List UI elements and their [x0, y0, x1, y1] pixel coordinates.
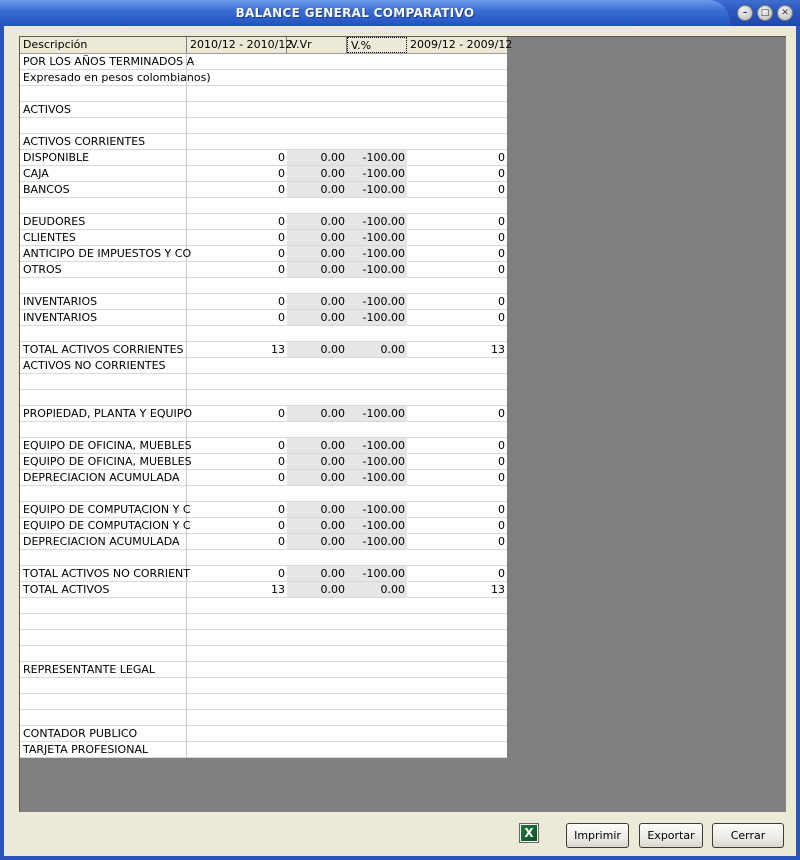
- period-2010-cell[interactable]: [187, 326, 287, 341]
- v-vr-cell[interactable]: [287, 694, 347, 709]
- period-2010-cell[interactable]: [187, 710, 287, 725]
- period-2010-cell[interactable]: [187, 102, 287, 117]
- v-vr-cell[interactable]: [287, 614, 347, 629]
- description-cell[interactable]: ACTIVOS CORRIENTES: [20, 134, 187, 149]
- v-pct-cell[interactable]: -100.00: [347, 534, 407, 549]
- v-pct-cell[interactable]: [347, 326, 407, 341]
- v-pct-cell[interactable]: -100.00: [347, 310, 407, 325]
- period-2009-cell[interactable]: 0: [498, 215, 505, 228]
- period-2010-cell[interactable]: [187, 598, 287, 613]
- description-cell[interactable]: [20, 630, 187, 645]
- v-pct-cell[interactable]: -100.00: [347, 518, 407, 533]
- period-2009-cell[interactable]: 13: [491, 583, 505, 596]
- v-vr-cell[interactable]: 0.00: [287, 566, 347, 581]
- period-2010-cell[interactable]: 0: [278, 151, 285, 164]
- v-pct-cell[interactable]: -100.00: [347, 230, 407, 245]
- period-2010-cell[interactable]: 0: [278, 455, 285, 468]
- period-2009-cell[interactable]: [407, 102, 507, 117]
- period-2010-cell[interactable]: 0: [278, 231, 285, 244]
- v-pct-cell[interactable]: [347, 86, 407, 101]
- v-vr-cell[interactable]: 0.00: [287, 406, 347, 421]
- v-vr-cell[interactable]: 0.00: [287, 294, 347, 309]
- v-vr-cell[interactable]: 0.00: [287, 534, 347, 549]
- v-vr-cell[interactable]: 0.00: [287, 582, 347, 597]
- period-2010-cell[interactable]: 0: [278, 295, 285, 308]
- table-row[interactable]: [20, 118, 507, 134]
- description-cell[interactable]: TOTAL ACTIVOS CORRIENTES: [20, 342, 187, 357]
- v-pct-cell[interactable]: [347, 374, 407, 389]
- v-pct-cell[interactable]: [347, 598, 407, 613]
- period-2009-cell[interactable]: [407, 86, 507, 101]
- header-v-vr[interactable]: V.Vr: [287, 37, 347, 53]
- v-vr-cell[interactable]: 0.00: [287, 518, 347, 533]
- v-vr-cell[interactable]: [287, 134, 347, 149]
- v-pct-cell[interactable]: -100.00: [347, 294, 407, 309]
- v-vr-cell[interactable]: [287, 70, 347, 85]
- header-v-pct[interactable]: V.%: [347, 37, 407, 53]
- header-period-2009[interactable]: 2009/12 - 2009/12: [410, 38, 513, 51]
- v-vr-cell[interactable]: 0.00: [287, 182, 347, 197]
- period-2009-cell[interactable]: 0: [498, 503, 505, 516]
- period-2010-cell[interactable]: [187, 134, 287, 149]
- v-pct-cell[interactable]: -100.00: [347, 214, 407, 229]
- close-button[interactable]: Cerrar: [712, 823, 784, 848]
- period-2010-cell[interactable]: 0: [278, 439, 285, 452]
- v-vr-cell[interactable]: 0.00: [287, 310, 347, 325]
- v-pct-cell[interactable]: -100.00: [347, 470, 407, 485]
- description-cell[interactable]: [20, 694, 187, 709]
- v-vr-cell[interactable]: [287, 390, 347, 405]
- v-vr-cell[interactable]: 0.00: [287, 342, 347, 357]
- description-cell[interactable]: BANCOS: [20, 182, 187, 197]
- description-cell[interactable]: REPRESENTANTE LEGAL: [20, 662, 187, 677]
- table-row[interactable]: [20, 278, 507, 294]
- table-row[interactable]: [20, 614, 507, 630]
- description-cell[interactable]: EQUIPO DE OFICINA, MUEBLES: [20, 454, 187, 469]
- v-pct-cell[interactable]: [347, 614, 407, 629]
- period-2009-cell[interactable]: [407, 358, 507, 373]
- table-row[interactable]: [20, 598, 507, 614]
- v-pct-cell[interactable]: -100.00: [347, 454, 407, 469]
- v-pct-cell[interactable]: -100.00: [347, 438, 407, 453]
- period-2009-cell[interactable]: [407, 614, 507, 629]
- table-row[interactable]: [20, 262, 507, 278]
- table-row[interactable]: [20, 438, 507, 454]
- table-row[interactable]: [20, 518, 507, 534]
- table-row[interactable]: [20, 646, 507, 662]
- period-2010-cell[interactable]: [187, 358, 287, 373]
- description-cell[interactable]: [20, 422, 187, 437]
- table-row[interactable]: [20, 678, 507, 694]
- period-2009-cell[interactable]: [407, 710, 507, 725]
- period-2009-cell[interactable]: 0: [498, 455, 505, 468]
- v-pct-cell[interactable]: [347, 726, 407, 741]
- period-2010-cell[interactable]: [187, 662, 287, 677]
- description-cell[interactable]: OTROS: [20, 262, 187, 277]
- description-cell[interactable]: TARJETA PROFESIONAL: [20, 742, 187, 757]
- v-pct-cell[interactable]: [347, 118, 407, 133]
- table-row[interactable]: [20, 358, 507, 374]
- period-2010-cell[interactable]: [187, 198, 287, 213]
- v-pct-cell[interactable]: [347, 54, 407, 69]
- v-pct-cell[interactable]: -100.00: [347, 182, 407, 197]
- v-vr-cell[interactable]: 0.00: [287, 214, 347, 229]
- v-vr-cell[interactable]: 0.00: [287, 454, 347, 469]
- period-2009-cell[interactable]: 0: [498, 151, 505, 164]
- v-pct-cell[interactable]: [347, 390, 407, 405]
- period-2009-cell[interactable]: [407, 742, 507, 757]
- period-2009-cell[interactable]: [407, 118, 507, 133]
- table-row[interactable]: [20, 326, 507, 342]
- v-pct-cell[interactable]: [347, 278, 407, 293]
- description-cell[interactable]: [20, 598, 187, 613]
- period-2009-cell[interactable]: 0: [498, 519, 505, 532]
- description-cell[interactable]: [20, 278, 187, 293]
- grid-header: [20, 37, 513, 54]
- v-pct-cell[interactable]: [347, 358, 407, 373]
- period-2009-cell[interactable]: [407, 70, 507, 85]
- period-2009-cell[interactable]: 0: [498, 567, 505, 580]
- period-2009-cell[interactable]: [407, 486, 507, 501]
- table-row[interactable]: [20, 102, 507, 118]
- table-row[interactable]: [20, 230, 507, 246]
- period-2009-cell[interactable]: 0: [498, 407, 505, 420]
- period-2009-cell[interactable]: [407, 598, 507, 613]
- v-vr-cell[interactable]: [287, 678, 347, 693]
- description-cell[interactable]: INVENTARIOS: [20, 310, 187, 325]
- table-row[interactable]: [20, 310, 507, 326]
- period-2009-cell[interactable]: [407, 550, 507, 565]
- description-cell[interactable]: TOTAL ACTIVOS NO CORRIENT: [20, 566, 187, 581]
- table-row[interactable]: [20, 294, 507, 310]
- v-pct-cell[interactable]: [347, 630, 407, 645]
- period-2010-cell[interactable]: 0: [278, 247, 285, 260]
- period-2010-cell[interactable]: [187, 550, 287, 565]
- period-2009-cell[interactable]: [407, 374, 507, 389]
- period-2010-cell[interactable]: 0: [278, 535, 285, 548]
- v-vr-cell[interactable]: [287, 598, 347, 613]
- table-row[interactable]: [20, 662, 507, 678]
- period-2009-cell[interactable]: 0: [498, 167, 505, 180]
- v-vr-cell[interactable]: [287, 278, 347, 293]
- period-2010-cell[interactable]: 0: [278, 471, 285, 484]
- period-2010-cell[interactable]: 13: [271, 583, 285, 596]
- v-pct-cell[interactable]: -100.00: [347, 246, 407, 261]
- v-pct-cell[interactable]: [347, 550, 407, 565]
- period-2010-cell[interactable]: [187, 390, 287, 405]
- v-pct-cell[interactable]: -100.00: [347, 406, 407, 421]
- period-2010-cell[interactable]: [187, 726, 287, 741]
- v-vr-cell[interactable]: [287, 86, 347, 101]
- period-2009-cell[interactable]: [407, 390, 507, 405]
- description-cell[interactable]: [20, 486, 187, 501]
- period-2009-cell[interactable]: 0: [498, 231, 505, 244]
- table-row[interactable]: [20, 710, 507, 726]
- period-2010-cell[interactable]: 0: [278, 407, 285, 420]
- period-2009-cell[interactable]: [407, 662, 507, 677]
- v-pct-cell[interactable]: [347, 678, 407, 693]
- table-row[interactable]: [20, 54, 507, 70]
- table-row[interactable]: [20, 422, 507, 438]
- period-2010-cell[interactable]: [187, 86, 287, 101]
- description-cell[interactable]: [20, 614, 187, 629]
- table-row[interactable]: [20, 742, 507, 758]
- print-button[interactable]: Imprimir: [566, 823, 629, 848]
- period-2010-cell[interactable]: [187, 118, 287, 133]
- v-vr-cell[interactable]: [287, 662, 347, 677]
- minimize-button[interactable]: [737, 5, 753, 21]
- table-row[interactable]: [20, 134, 507, 150]
- period-2010-cell[interactable]: 0: [278, 183, 285, 196]
- v-vr-cell[interactable]: [287, 422, 347, 437]
- close-window-button[interactable]: [777, 5, 793, 21]
- period-2009-cell[interactable]: [407, 646, 507, 661]
- period-2009-cell[interactable]: 0: [498, 471, 505, 484]
- description-cell[interactable]: POR LOS AÑOS TERMINADOS A: [20, 54, 187, 69]
- description-cell[interactable]: EQUIPO DE OFICINA, MUEBLES: [20, 438, 187, 453]
- description-cell[interactable]: CAJA: [20, 166, 187, 181]
- v-vr-cell[interactable]: [287, 198, 347, 213]
- maximize-button[interactable]: [757, 5, 773, 21]
- period-2010-cell[interactable]: 0: [278, 215, 285, 228]
- v-pct-cell[interactable]: -100.00: [347, 566, 407, 581]
- table-row[interactable]: [20, 726, 507, 742]
- v-vr-cell[interactable]: 0.00: [287, 438, 347, 453]
- header-period-2010[interactable]: 2010/12 - 2010/12: [187, 37, 287, 53]
- description-cell[interactable]: ACTIVOS: [20, 102, 187, 117]
- table-row[interactable]: [20, 534, 507, 550]
- v-vr-cell[interactable]: 0.00: [287, 502, 347, 517]
- v-vr-cell[interactable]: [287, 550, 347, 565]
- v-vr-cell[interactable]: 0.00: [287, 150, 347, 165]
- period-2009-cell[interactable]: 0: [498, 247, 505, 260]
- description-cell[interactable]: [20, 646, 187, 661]
- period-2010-cell[interactable]: [187, 742, 287, 757]
- table-row[interactable]: [20, 70, 507, 86]
- period-2009-cell[interactable]: [407, 326, 507, 341]
- table-row[interactable]: [20, 214, 507, 230]
- v-pct-cell[interactable]: [347, 694, 407, 709]
- balance-grid[interactable]: [20, 37, 513, 758]
- period-2010-cell[interactable]: [187, 694, 287, 709]
- v-pct-cell[interactable]: [347, 646, 407, 661]
- v-vr-cell[interactable]: 0.00: [287, 470, 347, 485]
- v-pct-cell[interactable]: [347, 70, 407, 85]
- description-cell[interactable]: [20, 118, 187, 133]
- period-2010-cell[interactable]: 13: [271, 343, 285, 356]
- v-vr-cell[interactable]: [287, 358, 347, 373]
- v-vr-cell[interactable]: [287, 374, 347, 389]
- period-2009-cell[interactable]: 0: [498, 263, 505, 276]
- description-cell[interactable]: [20, 86, 187, 101]
- description-cell[interactable]: DEUDORES: [20, 214, 187, 229]
- description-cell[interactable]: EQUIPO DE COMPUTACION Y C: [20, 518, 187, 533]
- v-vr-cell[interactable]: [287, 54, 347, 69]
- close-icon: ✕: [781, 8, 789, 18]
- v-pct-cell[interactable]: -100.00: [347, 166, 407, 181]
- description-cell[interactable]: DEPRECIACION ACUMULADA: [20, 534, 187, 549]
- table-row[interactable]: [20, 150, 507, 166]
- v-pct-cell[interactable]: -100.00: [347, 262, 407, 277]
- description-cell[interactable]: CLIENTES: [20, 230, 187, 245]
- period-2010-cell[interactable]: 0: [278, 263, 285, 276]
- period-2010-cell[interactable]: [187, 614, 287, 629]
- v-vr-cell[interactable]: [287, 118, 347, 133]
- description-cell[interactable]: [20, 374, 187, 389]
- description-cell[interactable]: [20, 678, 187, 693]
- period-2010-cell[interactable]: [187, 70, 287, 85]
- period-2009-cell[interactable]: [407, 694, 507, 709]
- v-vr-cell[interactable]: [287, 646, 347, 661]
- period-2009-cell[interactable]: [407, 54, 507, 69]
- v-pct-cell[interactable]: -100.00: [347, 150, 407, 165]
- table-row[interactable]: [20, 486, 507, 502]
- minimize-icon: –: [742, 8, 748, 18]
- period-2010-cell[interactable]: [187, 486, 287, 501]
- description-cell[interactable]: [20, 550, 187, 565]
- v-vr-cell[interactable]: [287, 742, 347, 757]
- period-2009-cell[interactable]: 0: [498, 183, 505, 196]
- period-2010-cell[interactable]: 0: [278, 311, 285, 324]
- grid-body: [20, 54, 507, 758]
- period-2009-cell[interactable]: [407, 726, 507, 741]
- period-2010-cell[interactable]: [187, 630, 287, 645]
- v-vr-cell[interactable]: [287, 630, 347, 645]
- table-row[interactable]: [20, 374, 507, 390]
- v-vr-cell[interactable]: 0.00: [287, 166, 347, 181]
- v-pct-cell[interactable]: [347, 486, 407, 501]
- period-2010-cell[interactable]: 0: [278, 567, 285, 580]
- period-2010-cell[interactable]: [187, 374, 287, 389]
- description-cell[interactable]: [20, 710, 187, 725]
- period-2010-cell[interactable]: [187, 54, 287, 69]
- period-2010-cell[interactable]: [187, 646, 287, 661]
- v-vr-cell[interactable]: 0.00: [287, 246, 347, 261]
- v-pct-cell[interactable]: [347, 134, 407, 149]
- period-2009-cell[interactable]: 13: [491, 343, 505, 356]
- period-2010-cell[interactable]: [187, 422, 287, 437]
- table-row[interactable]: [20, 694, 507, 710]
- v-pct-cell[interactable]: [347, 422, 407, 437]
- header-descripcion[interactable]: Descripción: [20, 37, 187, 53]
- table-row[interactable]: [20, 582, 507, 598]
- table-row[interactable]: [20, 182, 507, 198]
- period-2010-cell[interactable]: 0: [278, 167, 285, 180]
- period-2010-cell[interactable]: [187, 678, 287, 693]
- period-2009-cell[interactable]: [407, 422, 507, 437]
- maximize-icon: □: [760, 8, 770, 18]
- description-cell[interactable]: DISPONIBLE: [20, 150, 187, 165]
- table-row[interactable]: [20, 454, 507, 470]
- title-bar[interactable]: [0, 0, 800, 26]
- period-2009-cell[interactable]: 0: [498, 535, 505, 548]
- description-cell[interactable]: CONTADOR PUBLICO: [20, 726, 187, 741]
- description-cell[interactable]: ACTIVOS NO CORRIENTES: [20, 358, 187, 373]
- table-row[interactable]: [20, 86, 507, 102]
- period-2009-cell[interactable]: 0: [498, 439, 505, 452]
- description-cell[interactable]: TOTAL ACTIVOS: [20, 582, 187, 597]
- description-cell[interactable]: Expresado en pesos colombianos): [20, 70, 187, 85]
- period-2010-cell[interactable]: 0: [278, 503, 285, 516]
- v-vr-cell[interactable]: 0.00: [287, 262, 347, 277]
- period-2009-cell[interactable]: [407, 198, 507, 213]
- table-row[interactable]: [20, 406, 507, 422]
- table-row[interactable]: [20, 566, 507, 582]
- period-2009-cell[interactable]: [407, 278, 507, 293]
- v-vr-cell[interactable]: [287, 726, 347, 741]
- v-vr-cell[interactable]: [287, 486, 347, 501]
- period-2009-cell[interactable]: [407, 630, 507, 645]
- table-row[interactable]: [20, 166, 507, 182]
- period-2009-cell[interactable]: [407, 134, 507, 149]
- description-cell[interactable]: [20, 390, 187, 405]
- period-2010-cell[interactable]: [187, 278, 287, 293]
- description-cell[interactable]: EQUIPO DE COMPUTACION Y C: [20, 502, 187, 517]
- description-cell[interactable]: INVENTARIOS: [20, 294, 187, 309]
- v-pct-cell[interactable]: [347, 102, 407, 117]
- period-2009-cell[interactable]: [407, 678, 507, 693]
- v-pct-cell[interactable]: [347, 662, 407, 677]
- v-pct-cell[interactable]: 0.00: [347, 342, 407, 357]
- description-cell[interactable]: ANTICIPO DE IMPUESTOS Y CO: [20, 246, 187, 261]
- period-2010-cell[interactable]: 0: [278, 519, 285, 532]
- description-cell[interactable]: DEPRECIACION ACUMULADA: [20, 470, 187, 485]
- table-row[interactable]: [20, 550, 507, 566]
- description-cell[interactable]: [20, 198, 187, 213]
- description-cell[interactable]: PROPIEDAD, PLANTA Y EQUIPO: [20, 406, 187, 421]
- excel-export-icon[interactable]: [520, 824, 538, 842]
- window-title: BALANCE GENERAL COMPARATIVO: [235, 6, 475, 20]
- export-button[interactable]: Exportar: [639, 823, 703, 848]
- period-2009-cell[interactable]: 0: [498, 295, 505, 308]
- table-row[interactable]: [20, 390, 507, 406]
- v-vr-cell[interactable]: 0.00: [287, 230, 347, 245]
- v-vr-cell[interactable]: [287, 102, 347, 117]
- period-2009-cell[interactable]: 0: [498, 311, 505, 324]
- v-pct-cell[interactable]: [347, 198, 407, 213]
- v-pct-cell[interactable]: -100.00: [347, 502, 407, 517]
- table-row[interactable]: [20, 246, 507, 262]
- v-pct-cell[interactable]: 0.00: [347, 582, 407, 597]
- v-pct-cell[interactable]: [347, 710, 407, 725]
- table-row[interactable]: [20, 502, 507, 518]
- v-vr-cell[interactable]: [287, 710, 347, 725]
- table-row[interactable]: [20, 470, 507, 486]
- v-vr-cell[interactable]: [287, 326, 347, 341]
- excel-icon-glyph: X: [524, 826, 534, 840]
- table-row[interactable]: [20, 342, 507, 358]
- description-cell[interactable]: [20, 326, 187, 341]
- table-row[interactable]: [20, 198, 507, 214]
- table-row[interactable]: [20, 630, 507, 646]
- v-pct-cell[interactable]: [347, 742, 407, 757]
